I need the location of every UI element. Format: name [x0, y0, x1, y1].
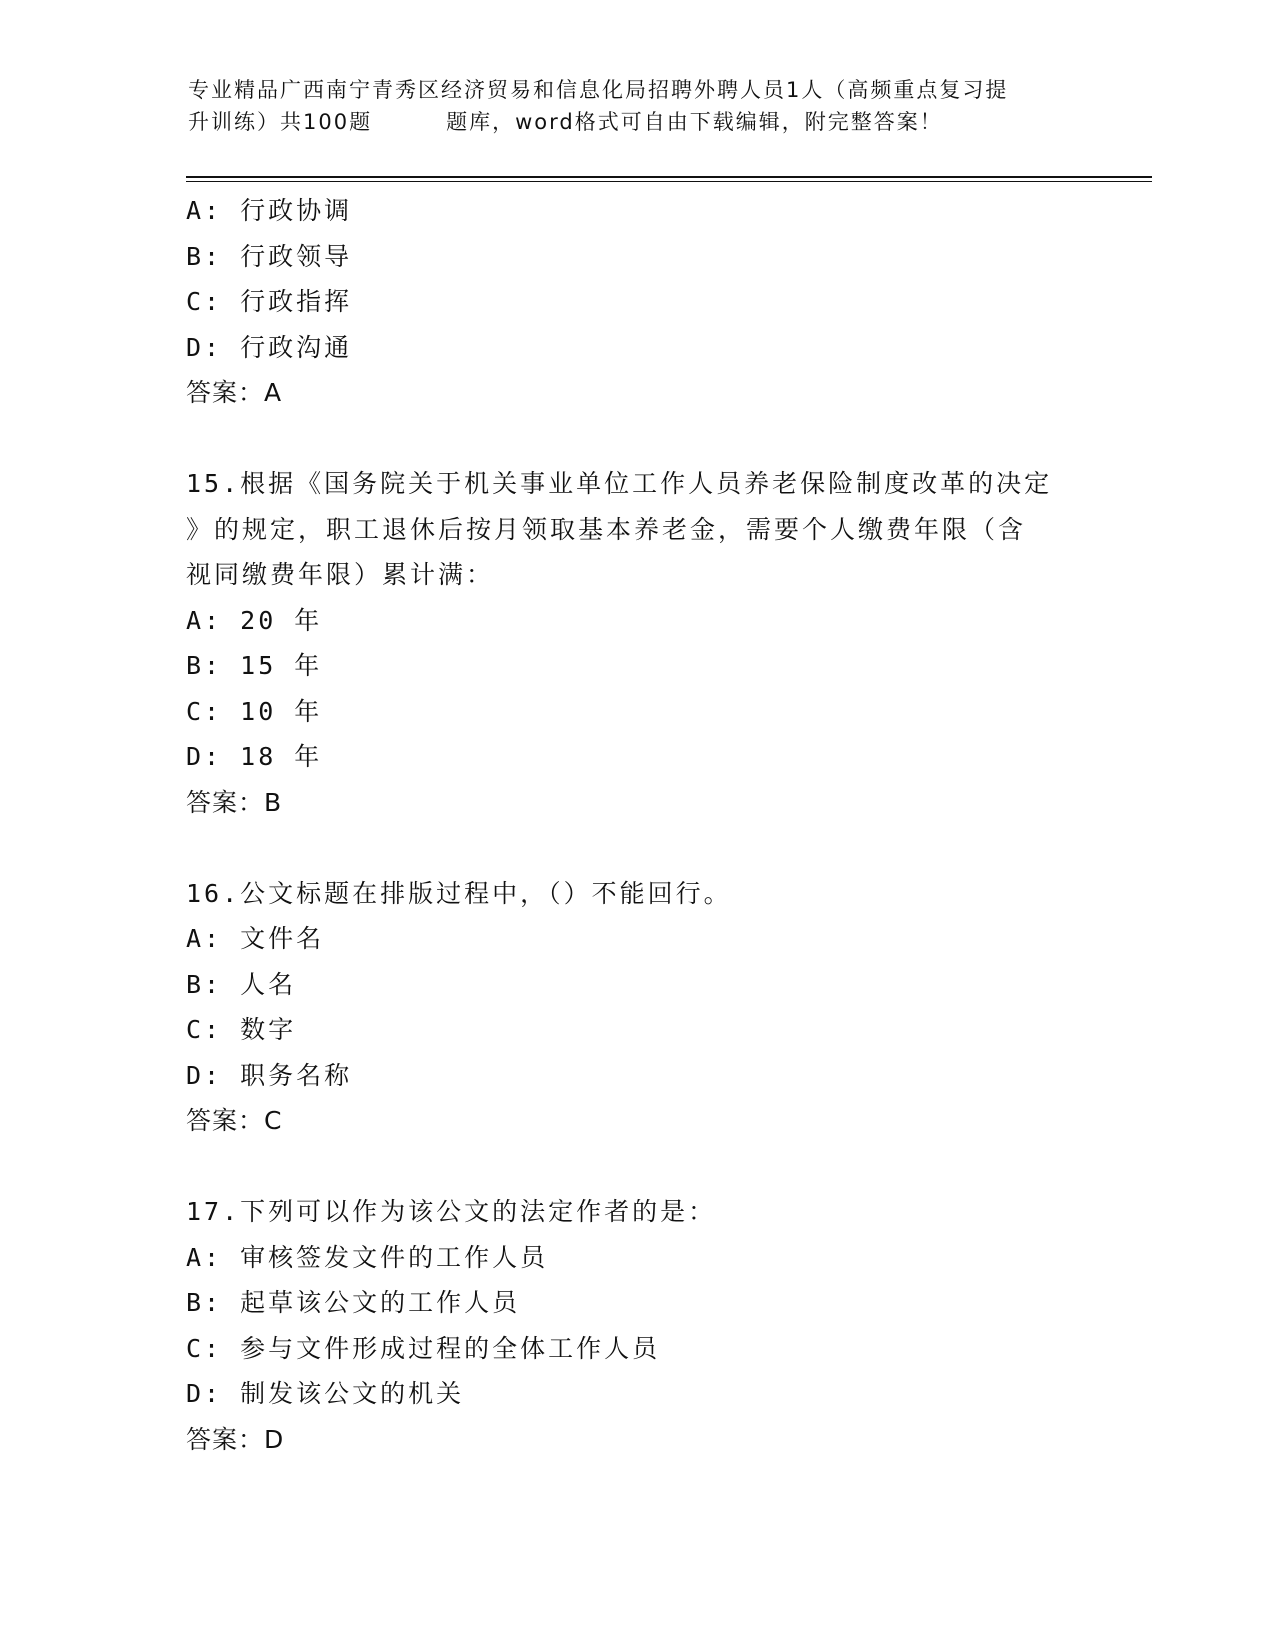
option-a: A: 20 年 [186, 605, 323, 635]
header-line-2 [188, 106, 1088, 138]
answer: 答案：A [186, 378, 283, 407]
document-header [188, 74, 1088, 138]
question-text-line: 16.公文标题在排版过程中，（）不能回行。 [186, 878, 732, 908]
header-line-2-part-2: 题库，word格式可自由下载编辑，附完整答案！ [446, 110, 943, 134]
header-line-1: 专业精品广西南宁青秀区经济贸易和信息化局招聘外聘人员1人（高频重点复习提 [188, 78, 1009, 102]
header-divider-thin [186, 181, 1152, 182]
question-text-line: 17.下列可以作为该公文的法定作者的是： [186, 1197, 717, 1226]
question-text-line: 视同缴费年限）累计满： [186, 560, 495, 589]
option-a: A: 行政协调 [186, 196, 353, 225]
option-d: D: 制发该公文的机关 [186, 1379, 465, 1408]
option-c: C: 数字 [186, 1015, 297, 1044]
header-divider-thick [186, 176, 1152, 178]
option-b: B: 起草该公文的工作人员 [186, 1288, 521, 1317]
question-text-line: 15.根据《国务院关于机关事业单位工作人员养老保险制度改革的决定 [186, 469, 1053, 498]
option-c: C: 参与文件形成过程的全体工作人员 [186, 1333, 661, 1363]
answer: 答案：C [186, 1106, 283, 1135]
header-line-2-part-1: 升训练）共100题 [188, 110, 373, 134]
option-d: D: 18 年 [186, 742, 323, 771]
question-list [186, 188, 1086, 1462]
option-b: B: 人名 [186, 969, 297, 999]
answer: 答案：D [186, 1424, 285, 1454]
option-c: C: 10 年 [186, 696, 323, 726]
option-d: D: 职务名称 [186, 1060, 353, 1090]
question-16 [186, 871, 1086, 1144]
option-a: A: 审核签发文件的工作人员 [186, 1242, 549, 1272]
option-a: A: 文件名 [186, 924, 325, 953]
option-d: D: 行政沟通 [186, 332, 353, 362]
question-15 [186, 461, 1086, 825]
answer: 答案：B [186, 787, 283, 817]
option-c: C: 行政指挥 [186, 287, 353, 316]
question-14 [186, 188, 1086, 416]
question-17 [186, 1189, 1086, 1462]
option-b: B: 行政领导 [186, 241, 353, 271]
question-text-line: 》的规定，职工退休后按月领取基本养老金，需要个人缴费年限（含 [186, 514, 1027, 544]
option-b: B: 15 年 [186, 651, 323, 680]
